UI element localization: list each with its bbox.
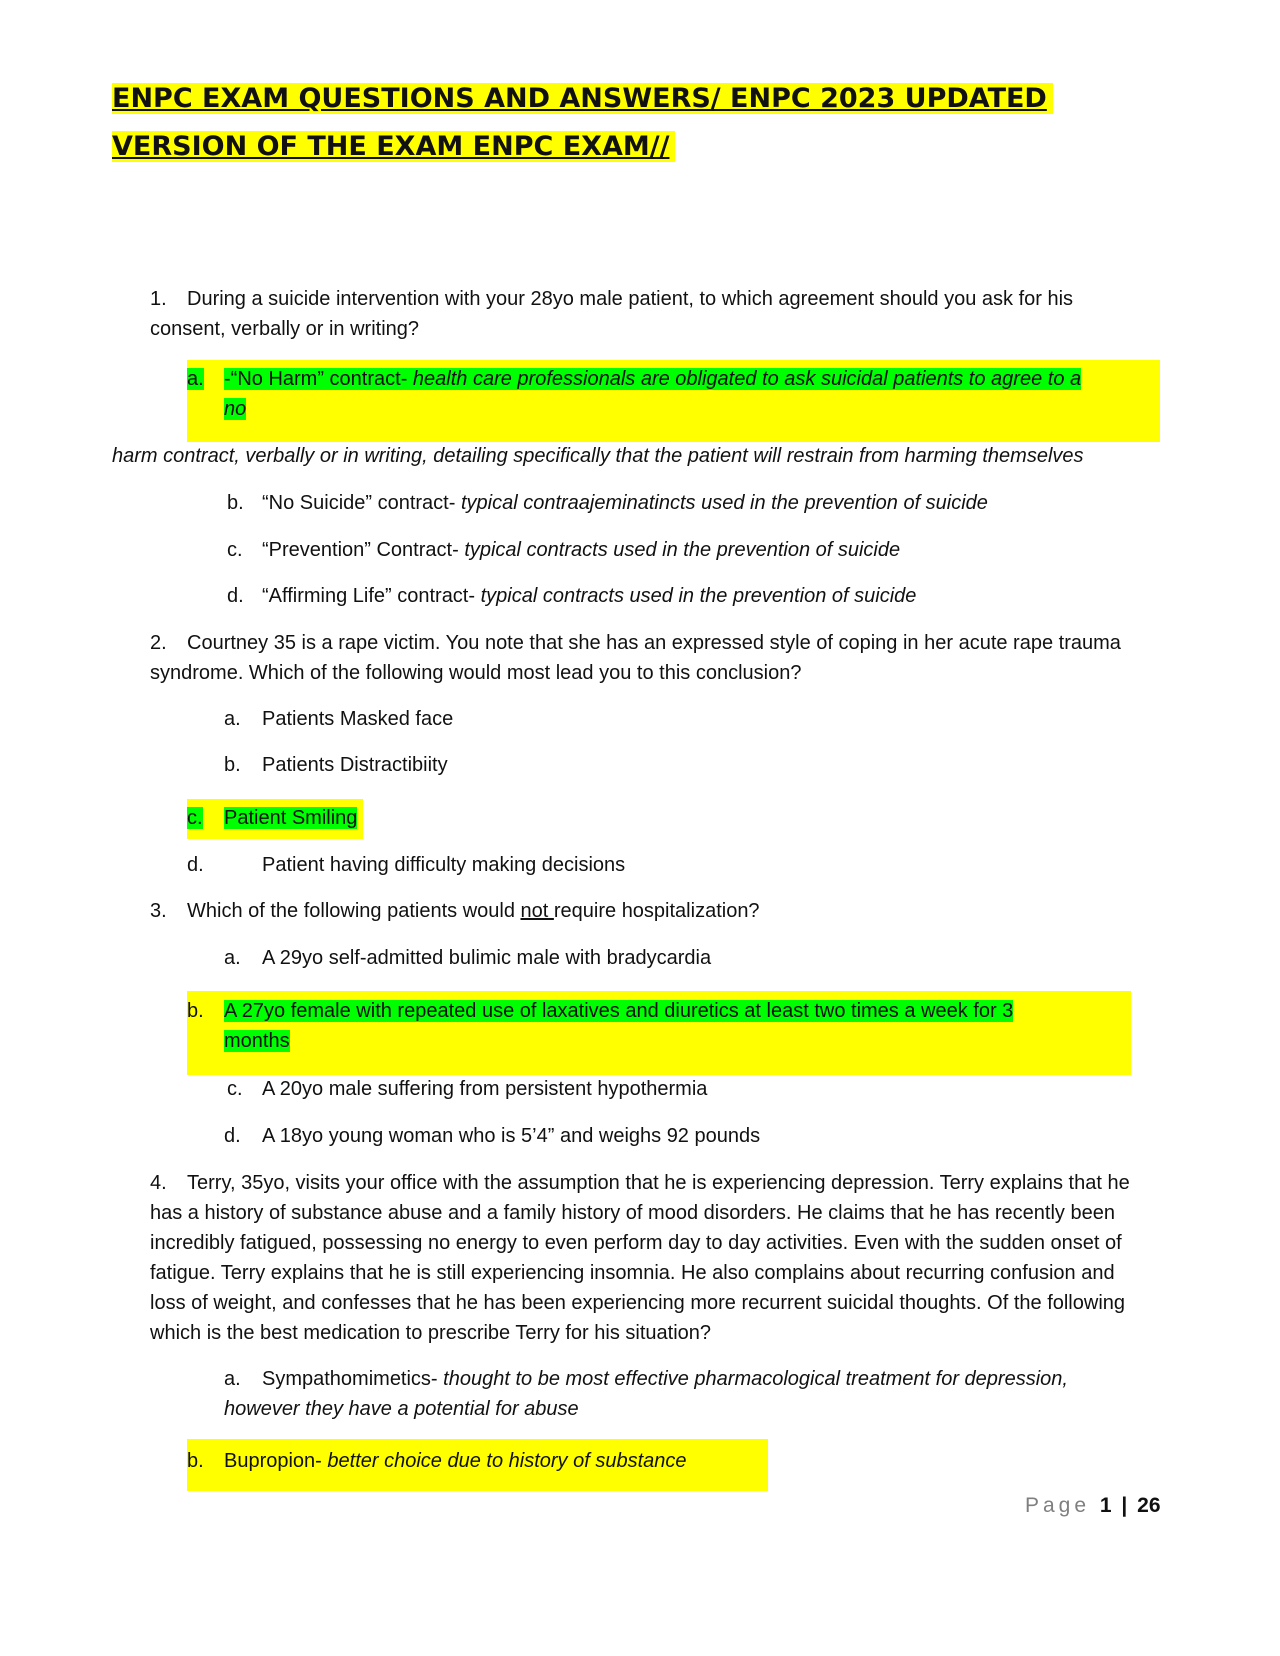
q1-option-a-line-2 [224,394,246,424]
q1-d-letter: d. [227,585,244,607]
q4-option-a-line-1: Sympathomimetics- thought to be most effective pharmacological treatment for depression, [262,1368,1068,1390]
document-title [112,77,1053,169]
q3-c-letter: c. [227,1078,243,1100]
q3-b-letter: b. [187,1000,204,1022]
q1-option-a-continuation: harm contract, verbally or in writing, detailing specifically that the patient will restrain from harming themselves [112,445,1084,467]
q3-d-letter: d. [224,1125,241,1147]
q4-option-b: Bupropion- better choice due to history of substance [224,1450,687,1472]
q1-option-a-line-1 [224,364,1081,394]
q2-option-a: Patients Masked face [262,708,454,730]
q4-number: 4. [150,1172,167,1194]
q1-stem-line-2: consent, verbally or in writing? [150,318,420,340]
q4-a-letter: a. [224,1368,241,1390]
q4-b-letter: b. [187,1450,204,1472]
page-word: Page [1025,1494,1091,1517]
q1-option-d: “Affirming Life” contract- typical contracts used in the prevention of suicide [262,585,917,607]
q1-c-letter: c. [227,539,243,561]
q2-option-c: Patient Smiling [224,807,358,829]
title-line-2: VERSION OF THE EXAM ENPC EXAM// [112,131,675,162]
q1-a-letter: a. [187,368,204,390]
q4-stem-line-3: incredibly fatigued, possessing no energy to even perform day to day activities. Even with the sudden onset of [150,1232,1122,1254]
page-footer [1025,1494,1161,1518]
q2-option-d: Patient having difficulty making decisions [262,854,626,876]
q1-stem-line-1: During a suicide intervention with your 28yo male patient, to which agreement should you ask for his [187,288,1074,310]
q3-option-d: A 18yo young woman who is 5’4” and weighs 92 pounds [262,1125,761,1147]
q2-stem-line-1: Courtney 35 is a rape victim. You note that she has an expressed style of coping in her acute rape trauma [187,632,1121,654]
q1-option-a [187,364,204,394]
page-number: 1 [1099,1494,1112,1517]
q3-option-b-line-2: months [224,1030,290,1052]
q3-option-b-line-1: A 27yo female with repeated use of laxatives and diuretics at least two times a week for 3 [224,1000,1014,1022]
q2-number: 2. [150,632,167,654]
q1-option-c: “Prevention” Contract- typical contracts used in the prevention of suicide [262,539,901,561]
q2-c-letter: c. [187,807,203,829]
q2-a-letter: a. [224,708,241,730]
total-pages: 26 [1137,1494,1161,1517]
q2-b-letter: b. [224,754,241,776]
q2-d-letter: d. [187,854,204,876]
q1-a-explanation-1: health care professionals are obligated to ask suicidal patients to agree to a [412,368,1082,390]
q3-option-a: A 29yo self-admitted bulimic male with bradycardia [262,947,712,969]
q4-stem-line-4: fatigue. Terry explains that he is still experiencing insomnia. He also complains about recurring confusion and [150,1262,1115,1284]
q4-stem-line-2: has a history of substance abuse and a family history of mood disorders. He claims that he has recently been [150,1202,1115,1224]
q4-option-a-line-2: however they have a potential for abuse [224,1398,579,1420]
q3-option-c: A 20yo male suffering from persistent hypothermia [262,1078,708,1100]
q2-stem-line-2: syndrome. Which of the following would most lead you to this conclusion? [150,662,802,684]
page-separator: | [1121,1494,1128,1517]
q1-a-label: -“No Harm” contract- [224,368,408,390]
q1-b-letter: b. [227,492,244,514]
q4-stem-line-5: loss of weight, and confesses that he has been experiencing more recurrent suicidal thoughts. Of the following [150,1292,1126,1314]
q4-stem-line-1: Terry, 35yo, visits your office with the assumption that he is experiencing depression. Terry explains that he [187,1172,1130,1194]
q1-option-b: “No Suicide” contract- typical contraajeminatincts used in the prevention of suicide [262,492,988,514]
q2-option-b: Patients Distractibiity [262,754,448,776]
title-line-1: ENPC EXAM QUESTIONS AND ANSWERS/ ENPC 2023 UPDATED [112,83,1053,114]
q3-stem: Which of the following patients would not require hospitalization? [187,900,760,922]
q4-stem-line-6: which is the best medication to prescribe Terry for his situation? [150,1322,712,1344]
q1-number: 1. [150,288,167,310]
q3-number: 3. [150,900,167,922]
q3-a-letter: a. [224,947,241,969]
q1-a-explanation-2: no [224,398,247,420]
